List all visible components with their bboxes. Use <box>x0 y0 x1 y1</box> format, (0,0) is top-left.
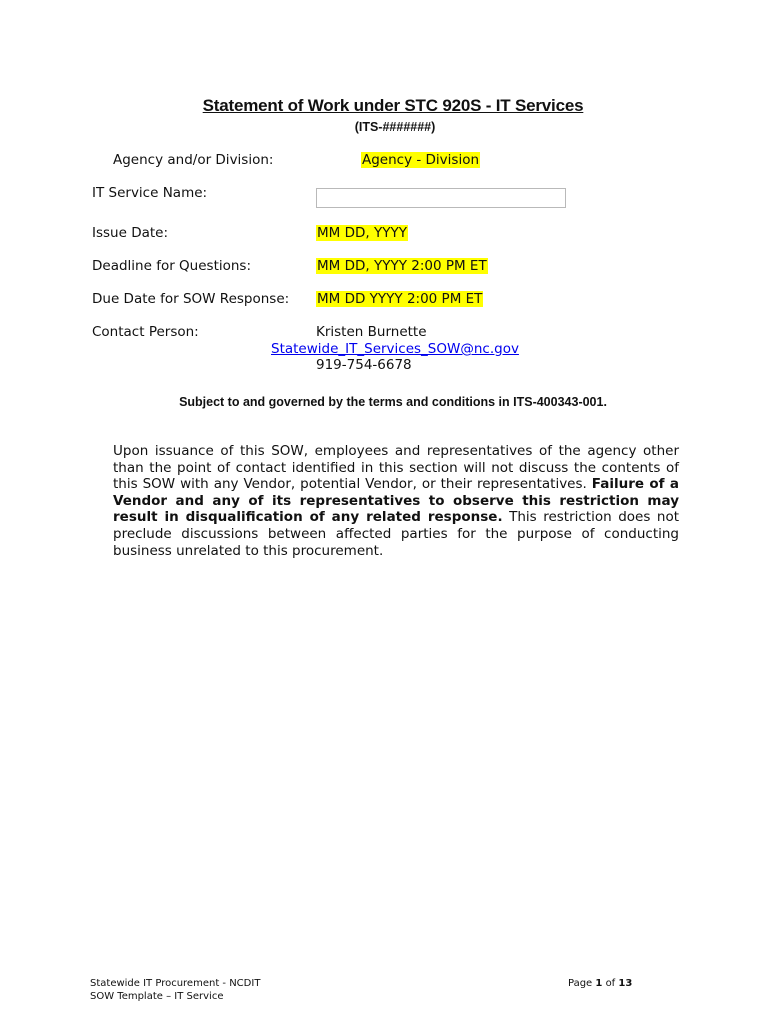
contact-name: Kristen Burnette <box>316 324 427 340</box>
document-id: (ITS-#######) <box>354 120 436 134</box>
page-of: of <box>605 978 616 989</box>
issue-date-value <box>316 225 408 241</box>
issue-date-label: Issue Date: <box>92 225 169 241</box>
paragraph-text-2: This restriction does not preclude discussions between affected parties for the purpose of conducting business unrelated to this procurement. <box>113 509 679 559</box>
agency-value-text: Agency - Division <box>362 152 480 168</box>
subject-line: Subject to and governed by the terms and conditions in ITS-400343-001. <box>179 395 607 409</box>
deadline-label: Deadline for Questions: <box>92 258 252 274</box>
restriction-paragraph <box>113 443 679 559</box>
deadline-value <box>316 258 488 274</box>
it-service-label: IT Service Name: <box>92 185 208 201</box>
page-number <box>568 978 632 989</box>
it-service-name-field[interactable] <box>316 188 566 208</box>
deadline-value-text: MM DD, YYYY 2:00 PM ET <box>317 258 487 274</box>
issue-date-value-text: MM DD, YYYY <box>317 225 407 241</box>
agency-value <box>361 152 480 168</box>
contact-label: Contact Person: <box>92 324 199 340</box>
due-date-label: Due Date for SOW Response: <box>92 291 290 307</box>
page-total: 13 <box>618 978 633 989</box>
due-date-value-text: MM DD YYYY 2:00 PM ET <box>317 291 483 307</box>
document-title: Statement of Work under STC 920S - IT Services <box>202 96 584 115</box>
paragraph-bold-text: Failure of a Vendor and any of its representatives to observe this restriction may result in disqualification of any related response. <box>113 476 679 526</box>
footer-left-line2: SOW Template – IT Service <box>90 991 224 1002</box>
agency-label: Agency and/or Division: <box>113 152 274 168</box>
due-date-value <box>316 291 483 307</box>
footer-left-line1: Statewide IT Procurement - NCDIT <box>90 978 261 989</box>
contact-phone: 919-754-6678 <box>316 357 412 373</box>
page-word: Page <box>568 978 593 989</box>
contact-email-link[interactable]: Statewide_IT_Services_SOW@nc.gov <box>271 341 519 357</box>
paragraph-text-1: Upon issuance of this SOW, employees and representatives of the agency other than the point of contact identified in this section will not discuss the contents of this SOW with any Vendor, potential Vendor, or their representatives. <box>113 443 679 493</box>
page-current: 1 <box>595 978 603 989</box>
